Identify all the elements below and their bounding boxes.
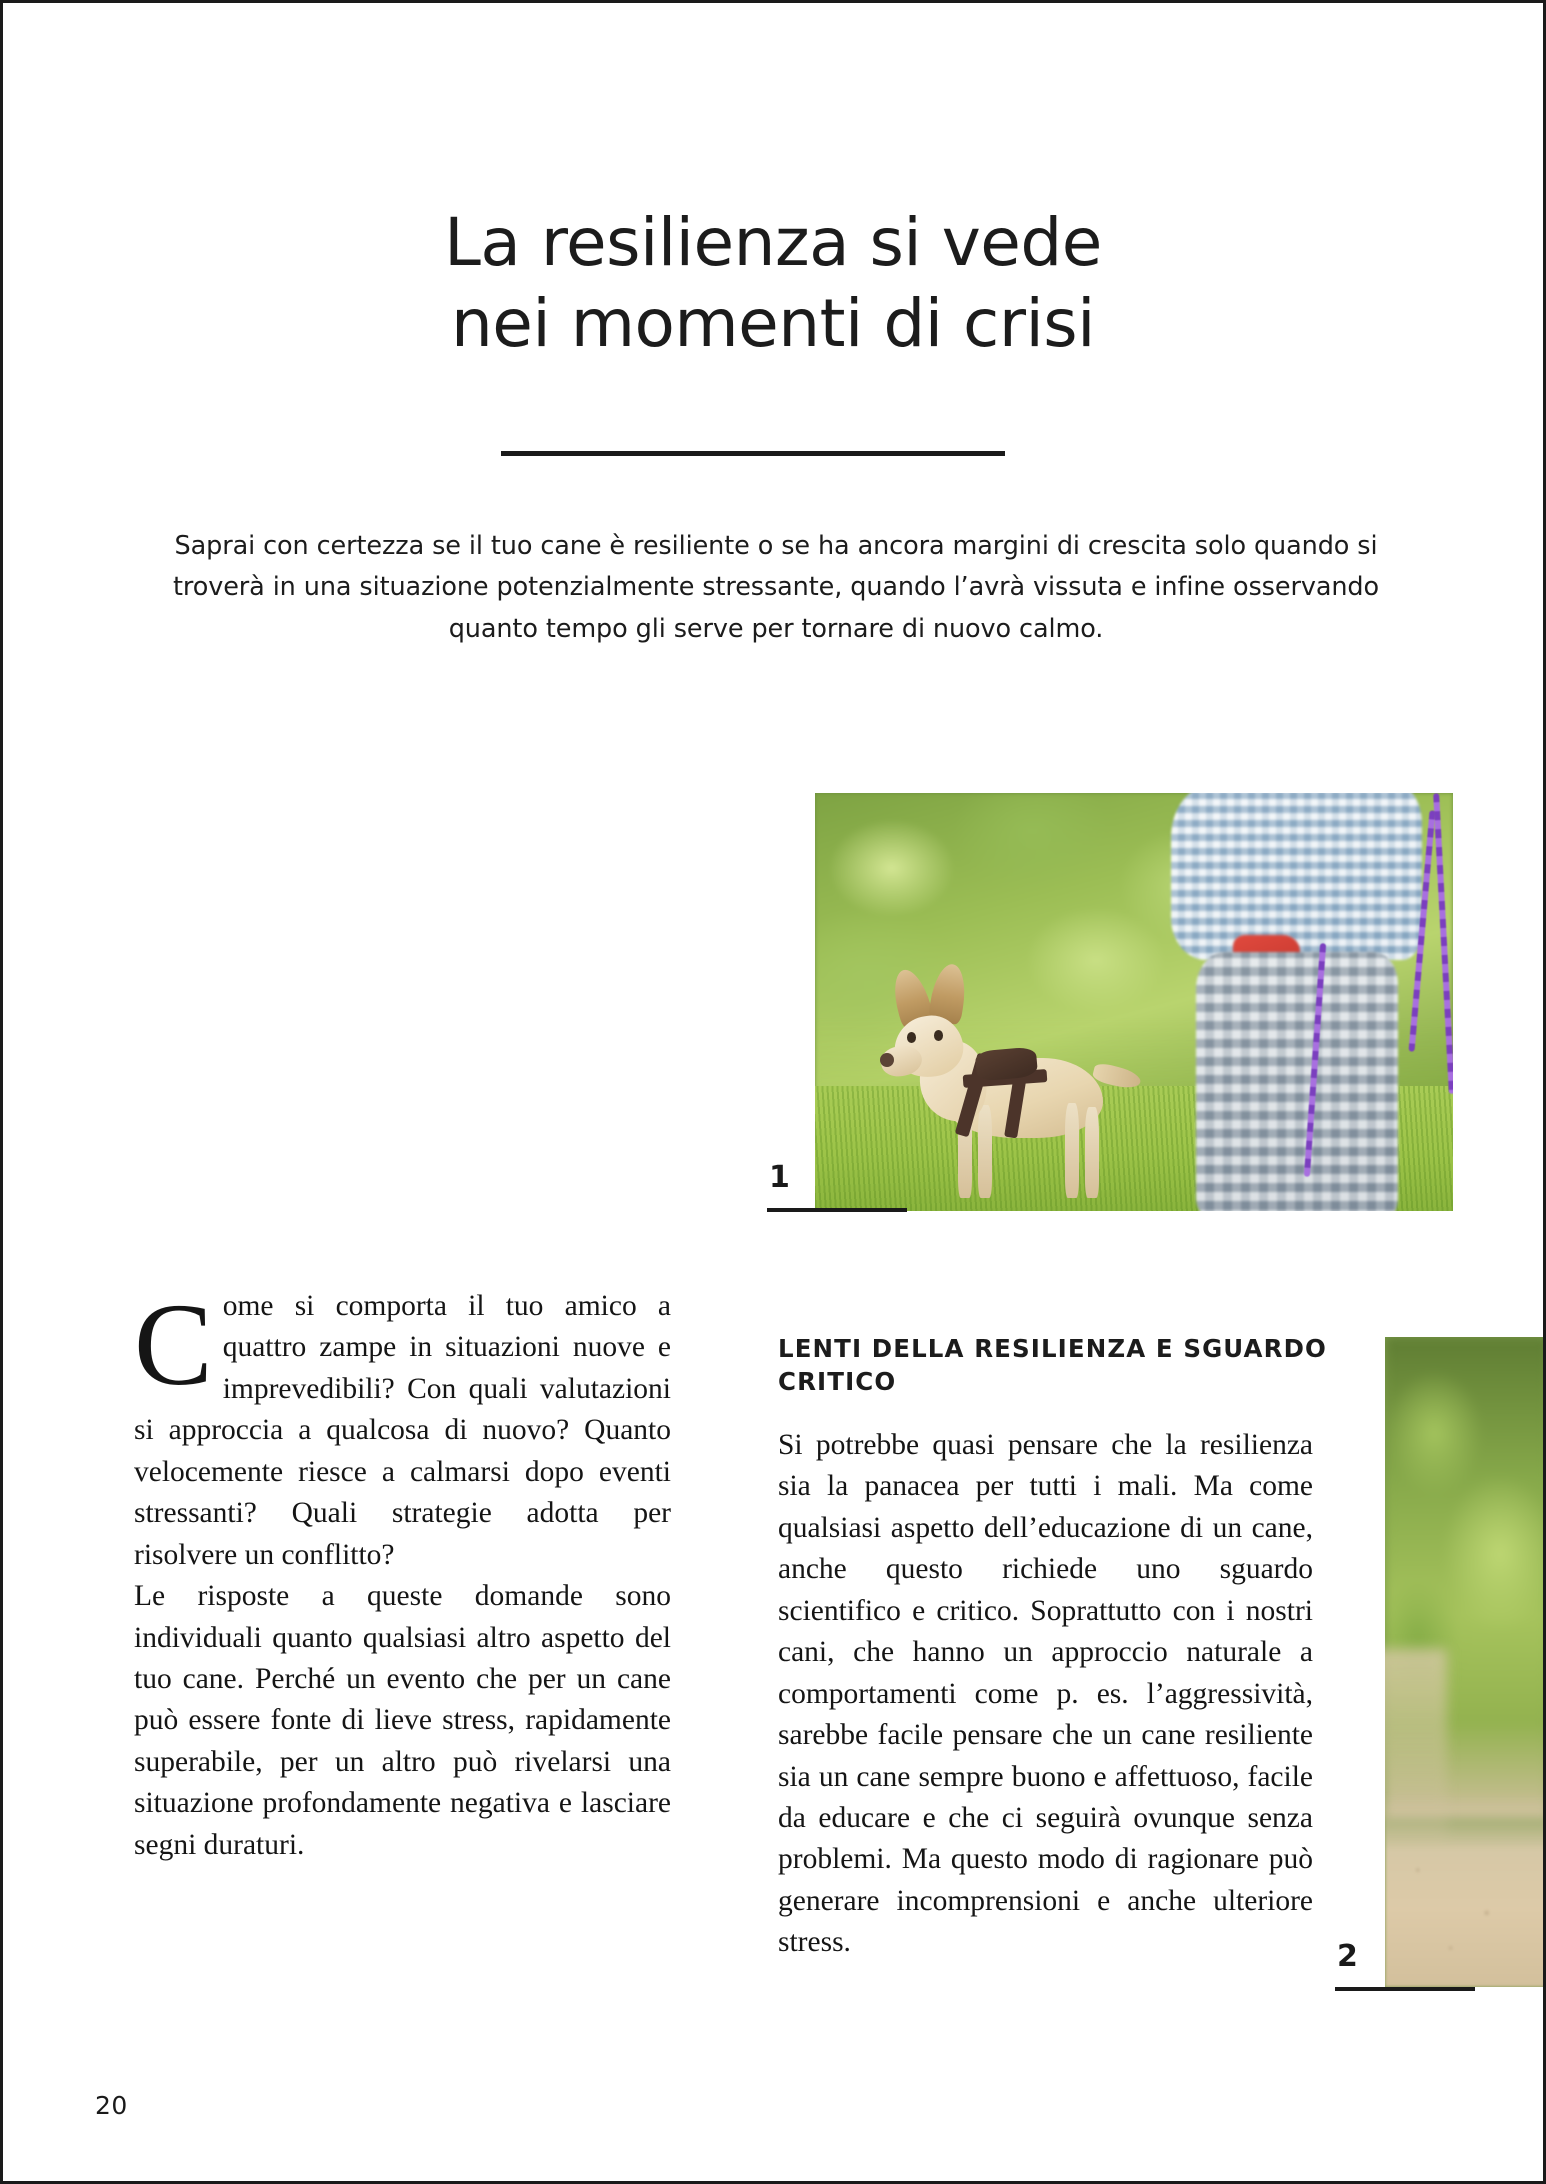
figure-1 — [769, 793, 1453, 1211]
standfirst-text: Saprai con certezza se il tuo cane è resiliente o se ha ancora margini di crescita solo quando si troverà in una situazione potenzialmente stressante, quando l’avrà vissuta e infine osservando quanto tempo gli serve per tornare di nuovo calmo. — [172, 531, 1380, 644]
section-subheading: LENTI DELLA RESILIENZA E SGUARDO CRITICO — [778, 1334, 1327, 1396]
figure-2-photo — [1385, 1337, 1546, 1987]
dog-eye — [934, 1030, 943, 1041]
purple-ribbon — [1433, 793, 1453, 1094]
person-checked-pants — [1196, 952, 1398, 1211]
title-line-1: La resilienza si vede — [444, 204, 1102, 281]
body-column-right — [778, 1425, 1313, 1964]
figure-1-marker: 1 — [769, 1160, 790, 1195]
right-paragraph-1: Si potrebbe quasi pensare che la resilienza sia la panacea per tutti i mali. Ma come qualsiasi aspetto dell’educazione di un cane, anche questo richiede uno sguardo scientifico e critico. Soprattutto con i nostri cani, che hanno un approccio naturale a comportamenti come p. es. l’aggressività, sarebbe facile pensare che un cane resiliente sia un cane sempre buono e affettuoso, facile da educare e che ci seguirà ovunque senza problemi. Ma questo modo di ragionare può generare incomprensioni e anche ulteriore stress. — [778, 1429, 1313, 1959]
dog-eye — [907, 1032, 916, 1043]
body-column-left — [134, 1279, 671, 1866]
photo-person — [1147, 793, 1453, 1211]
figure-2-marker: 2 — [1337, 1939, 1358, 1974]
page-number: 20 — [95, 2091, 128, 2120]
title-divider-rule — [501, 451, 1005, 456]
figure-2-marker-rule — [1335, 1987, 1475, 1991]
title-line-2: nei momenti di crisi — [450, 284, 1096, 362]
title-block — [3, 203, 1543, 364]
figure-1-photo — [815, 793, 1453, 1211]
figure-2-ground — [1385, 1792, 1546, 1987]
figure-2 — [1337, 1337, 1546, 1987]
photo-dog — [879, 964, 1134, 1198]
dog-leg — [1085, 1107, 1099, 1198]
page-title — [3, 203, 1543, 364]
left-paragraph-2: Le risposte a queste domande sono individuali quanto qualsiasi altro aspetto del tuo cane. Perché un evento che per un cane può essere fonte di lieve stress, rapidamente superabile, per un altro può rivelarsi una situazione profondamente negativa e lasciare segni duraturi. — [134, 1580, 671, 1861]
person-checked-shirt — [1171, 793, 1422, 960]
left-paragraph-1: Come si comporta il tuo amico a quattro zampe in situazioni nuove e imprevedibili? Con quali valutazioni si approccia a qualcosa di nuovo? Quanto velocemente riesce a calmarsi dopo eventi stressanti? Quali strategie adotta per risolvere un conflitto? — [134, 1279, 671, 1571]
dog-leg — [1065, 1103, 1079, 1199]
dog-leg — [978, 1105, 992, 1199]
figure-1-marker-rule — [767, 1208, 907, 1212]
